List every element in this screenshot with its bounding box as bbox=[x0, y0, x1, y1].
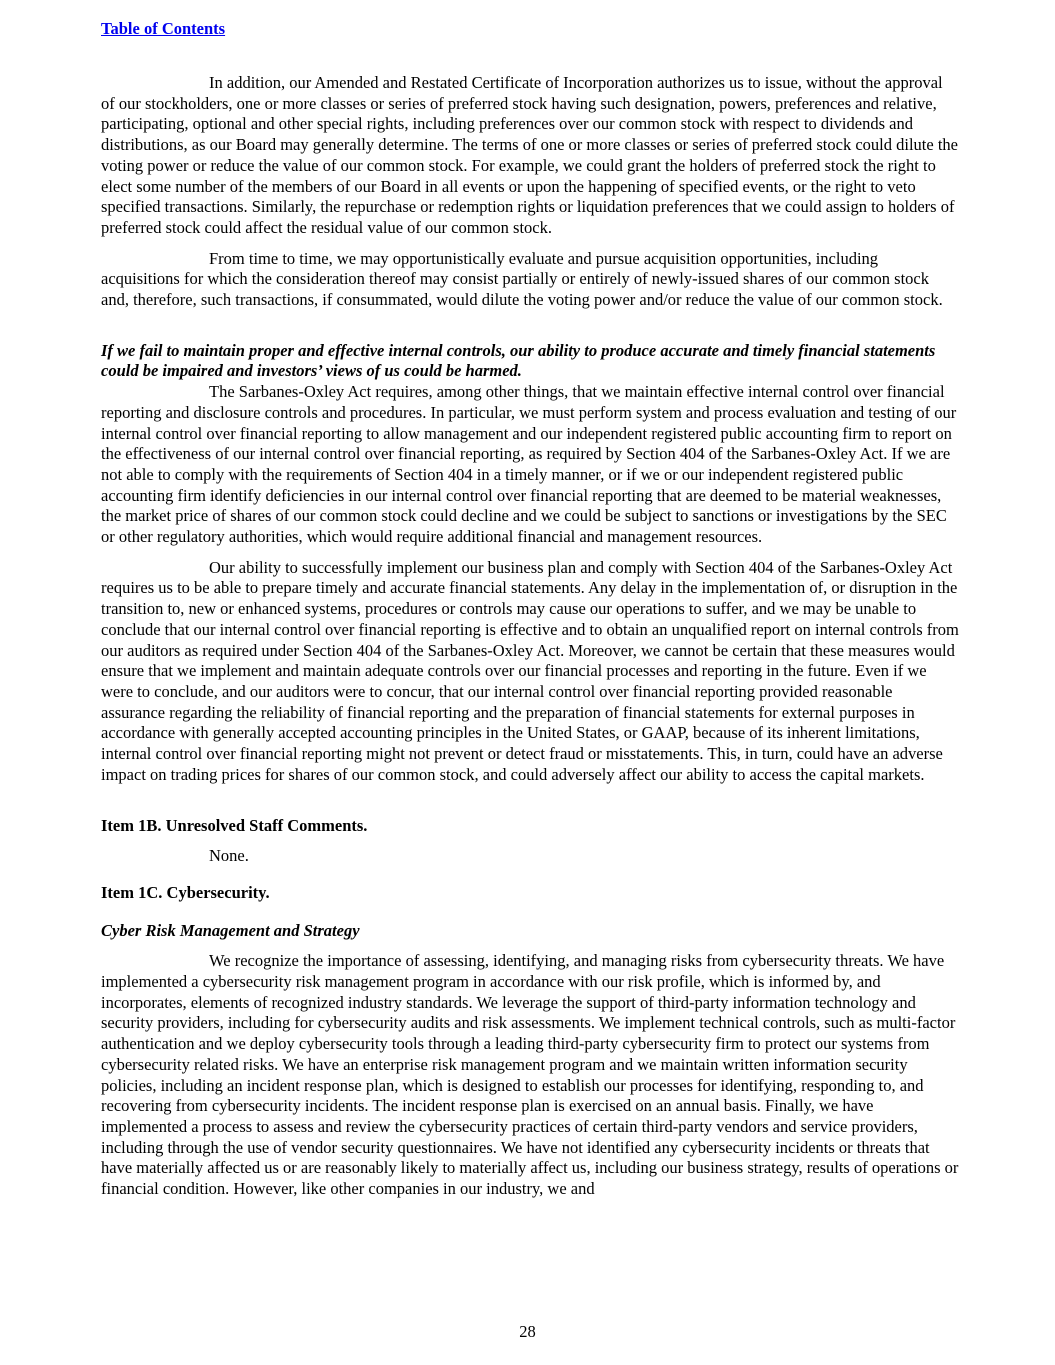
paragraph-cybersecurity: We recognize the importance of assessing, identifying, and managing risks from cybersecurity threats. We have implemented a cybersecurity risk management program in accordance with our risk profile, which is informed by, and incorporates, elements of recognized industry standards. We leverage the support of third-party information technology and security providers, including for cybersecurity audits and risk assessments. We implement technical controls, such as multi-factor authentication and we deploy cybersecurity tools through a leading third-party cybersecurity firm to protect our systems from cybersecurity related risks. We have an enterprise risk management program and we maintain written information security policies, including an incident response plan, which is designed to establish our processes for identifying, responding to, and recovering from cybersecurity incidents. The incident response plan is exercised on an annual basis. Finally, we have implemented a process to assess and review the cybersecurity practices of certain third-party vendors and service providers, including through the use of vendor security questionnaires. We have not identified any cybersecurity incidents or threats that have materially affected us or are reasonably likely to materially affect us, including our business strategy, results of operations or financial condition. However, like other companies in our industry, we and bbox=[101, 951, 959, 1199]
paragraph-sarbanes-oxley: The Sarbanes-Oxley Act requires, among other things, that we maintain effective internal control over financial reporting and disclosure controls and procedures. In particular, we must perform system and process evaluation and testing of our internal control over financial reporting to allow management and our independent registered public accounting firm to report on the effectiveness of our internal control over financial reporting, as required by Section 404 of the Sarbanes-Oxley Act. If we are not able to comply with the requirements of Section 404 in a timely manner, or if we or our independent registered public accounting firm identify deficiencies in our internal control over financial reporting that are deemed to be material weaknesses, the market price of shares of our common stock could decline and we could be subject to sanctions or investigations by the SEC or other regulatory authorities, which would require additional financial and management resources. bbox=[101, 382, 957, 547]
item-1b-heading: Item 1B. Unresolved Staff Comments. bbox=[101, 815, 368, 835]
paragraph-acquisitions: From time to time, we may opportunistically evaluate and pursue acquisition opportunities, including acquisitions for which the consideration thereof may consist partially or entirely of newly-issued shares of our common stock and, therefore, such transactions, if consummated, would dilute the voting power and/or reduce the value of our common stock. bbox=[101, 248, 943, 310]
item-1c-heading: Item 1C. Cybersecurity. bbox=[101, 882, 270, 902]
page-number: 28 bbox=[519, 1322, 536, 1341]
table-of-contents-link[interactable]: Table of Contents bbox=[101, 19, 226, 38]
paragraph-section-404: Our ability to successfully implement our business plan and comply with Section 404 of the Sarbanes-Oxley Act requires us to be able to prepare timely and accurate financial statements. Any delay in the implementation of, or disruption in the transition to, new or enhanced systems, procedures or controls may cause our operations to suffer, and we may be unable to conclude that our internal control over financial reporting is effective and to obtain an unqualified report on internal controls from our auditors as required under Section 404 of the Sarbanes-Oxley Act. Moreover, we cannot be certain that these measures would ensure that we implement and maintain adequate controls over our financial processes and reporting in the future. Even if we were to conclude, and our auditors were to concur, that our internal control over financial reporting provided reasonable assurance regarding the reliability of financial reporting and the preparation of financial statements for external purposes in accordance with generally accepted accounting principles in the United States, or GAAP, because of its inherent limitations, internal control over financial reporting might not prevent or detect fraud or misstatements. This, in turn, could have an adverse impact on trading prices for shares of our common stock, and could adversely affect our ability to access the capital markets. bbox=[101, 557, 959, 784]
item-1b-body: None. bbox=[209, 846, 249, 866]
risk-factor-heading: If we fail to maintain proper and effective internal controls, our ability to produce accurate and timely financial statements could be impaired and investors’ views of us could be harmed. bbox=[101, 340, 936, 381]
cyber-risk-subheading: Cyber Risk Management and Strategy bbox=[101, 920, 360, 940]
document-body bbox=[101, 73, 959, 1200]
paragraph-preferred-stock: In addition, our Amended and Restated Certificate of Incorporation authorizes us to issue, without the approval of our stockholders, one or more classes or series of preferred stock having such designation, powers, preferences and relative, participating, optional and other special rights, including preferences over our common stock with respect to dividends and distributions, as our Board may generally determine. The terms of one or more classes or series of preferred stock could dilute the voting power or reduce the value of our common stock. For example, we could grant the holders of preferred stock the right to elect some number of the members of our Board in all events or upon the happening of specified events, or the right to veto specified transactions. Similarly, the repurchase or redemption rights or liquidation preferences that we could assign to holders of preferred stock could affect the residual value of our common stock. bbox=[101, 73, 958, 237]
